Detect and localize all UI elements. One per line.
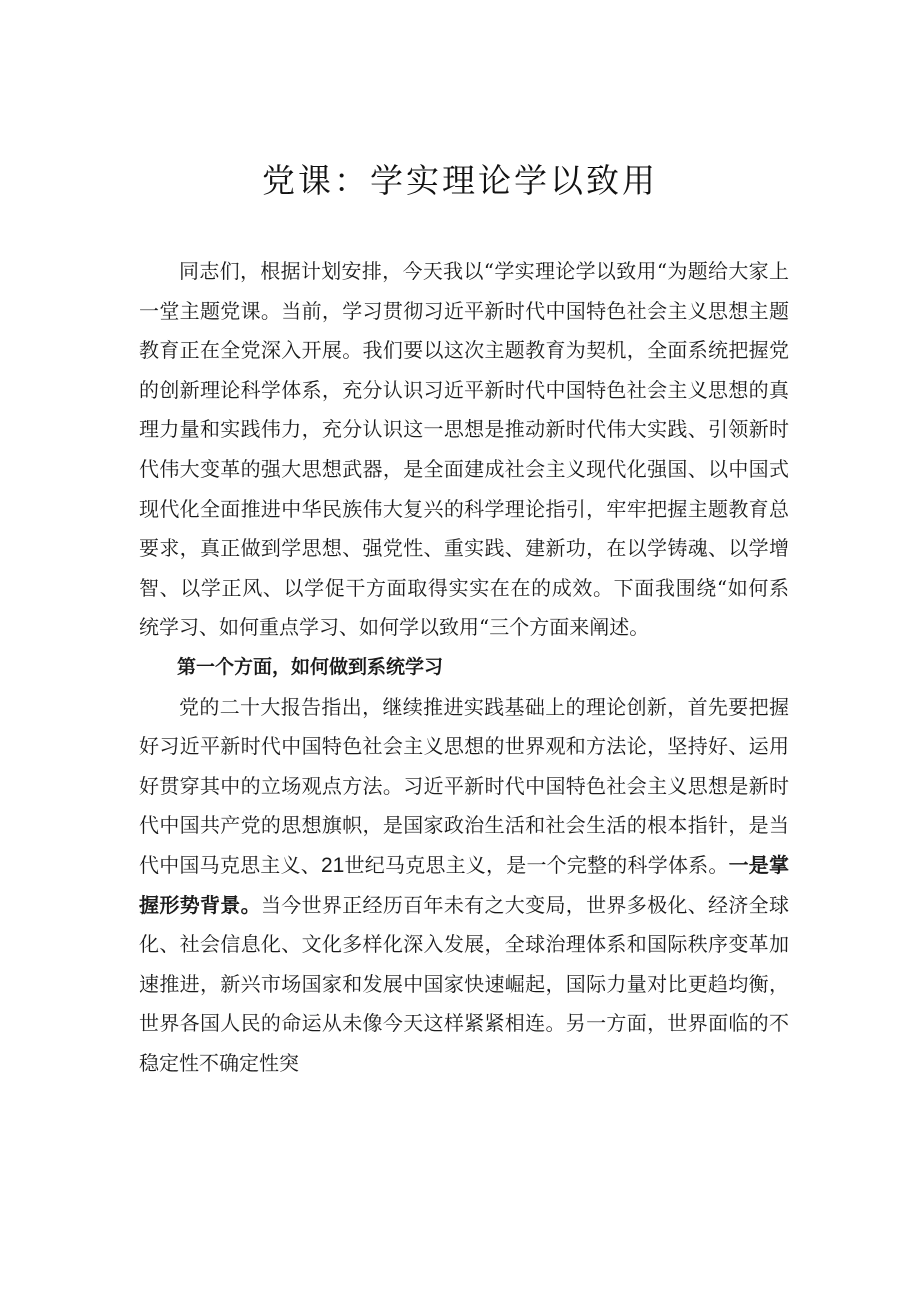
document-title: 党课：学实理论学以致用 [262,161,658,200]
section-paragraph [139,688,789,1084]
paragraph-number: 21 [320,853,345,877]
intro-paragraph: 同志们，根据计划安排，今天我以“学实理论学以致用“为题给大家上一堂主题党课。当前，学习贯彻习近平新时代中国特色社会主义思想主题教育正在全党深入开展。我们要以这次主题教育为契机，全面系统把握党的创新理论科学体系，充分认识习近平新时代中国特色社会主义思想的真理力量和实践伟力，充分认识这一思想是推动新时代伟大实践、引领新时代伟大变革的强大思想武器，是全面建成社会主义现代化强国、以中国式现代化全面推进中华民族伟大复兴的科学理论指引，牢牢把握主题教育总要求，真正做到学思想、强党性、重实践、建新功，在以学铸魂、以学增智、以学正风、以学促干方面取得实实在在的成效。下面我围绕“如何系统学习、如何重点学习、如何学以致用“三个方面来阐述。 [139,259,789,640]
document-body [139,252,789,1083]
emphasis-text: 一是掌握形势背景。 [139,852,790,917]
paragraph-text: 当今世界正经历百年未有之大变局，世界多极化、经济全球化、社会信息化、文化多样化深入发展，全球治理体系和国际秩序变革加速推进，新兴市场国家和发展中国家快速崛起，国际力量对比更趋均衡，世界各国人民的命运从未像今天这样紧紧相连。另一方面，世界面临的不稳定性不确定性突 [139,892,790,1075]
paragraph-text: 世纪马克思主义，是一个完整的科学体系。 [344,852,729,877]
section-heading: 第一个方面，如何做到系统学习 [177,655,444,678]
paragraph-text: 党的二十大报告指出，继续推进实践基础上的理论创新，首先要把握好习近平新时代中国特色社会主义思想的世界观和方法论，坚持好、运用好贯穿其中的立场观点方法。习近平新时代中国特色社会主义思想是新时代中国共产党的思想旗帜，是国家政治生活和社会生活的根本指针，是当代中国马克思主义、 [139,694,789,877]
